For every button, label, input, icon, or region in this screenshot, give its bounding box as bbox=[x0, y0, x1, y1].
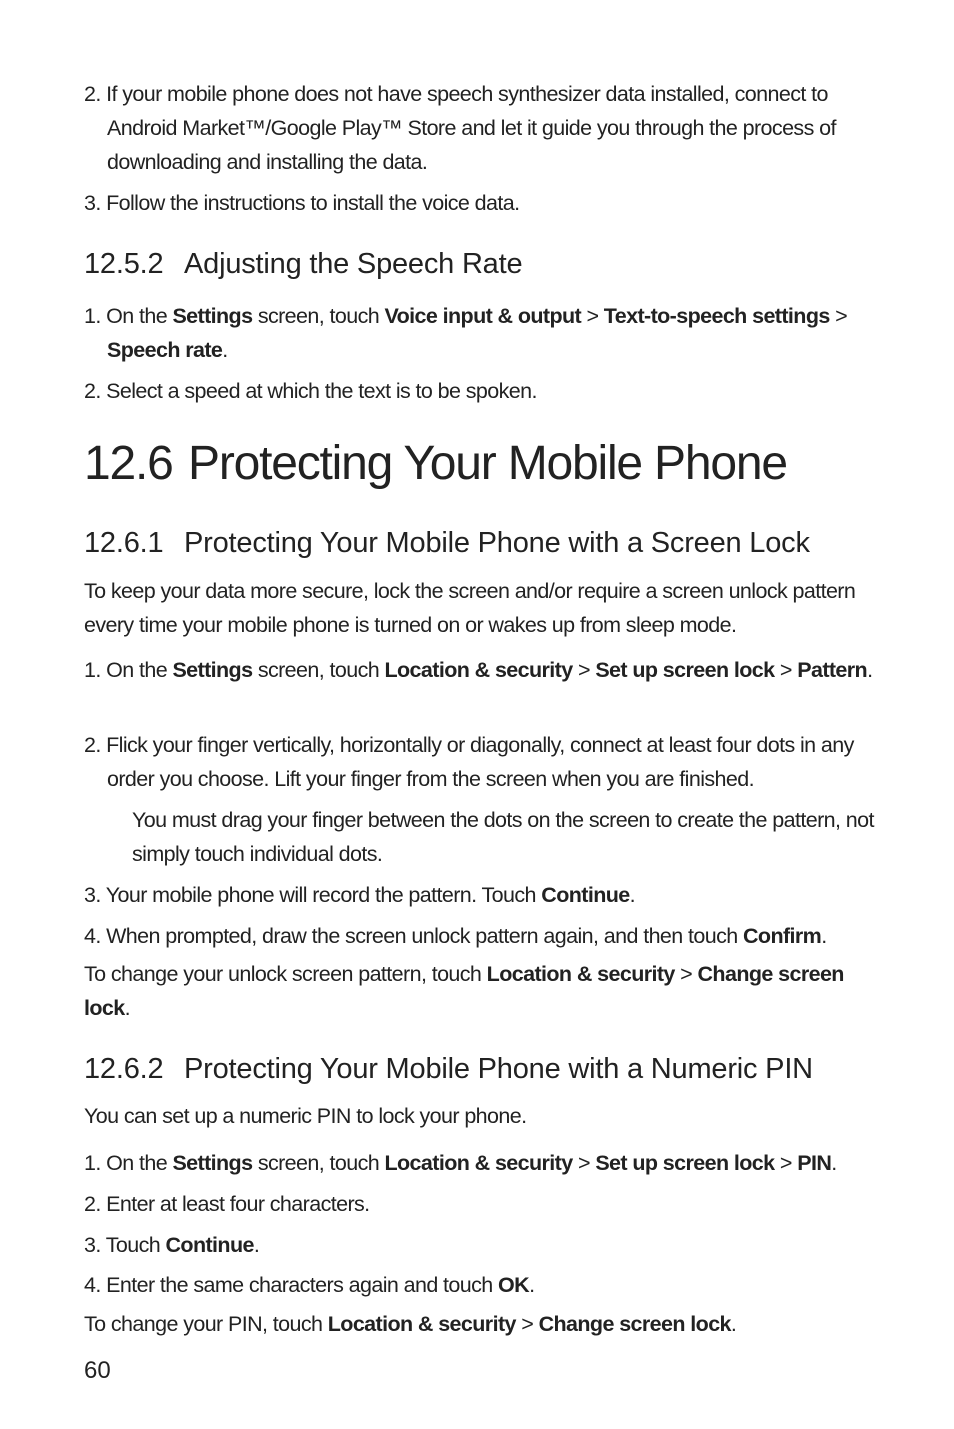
page-number: 60 bbox=[84, 1357, 111, 1384]
section-heading-12-5-2: 12.5.2 Adjusting the Speech Rate bbox=[84, 248, 523, 280]
section-heading-12-6-2: 12.6.2 Protecting Your Mobile Phone with a Numeric PIN bbox=[84, 1053, 813, 1085]
list-item: 1. On the Settings screen, touch Voice input & output > Text-to-speech settings > Speech rate. bbox=[84, 304, 848, 362]
list-item: 3. Follow the instructions to install the voice data. bbox=[84, 191, 520, 215]
list-item: 4. Enter the same characters again and touch OK. bbox=[84, 1273, 535, 1297]
chapter-heading-12-6: 12.6 Protecting Your Mobile Phone bbox=[84, 437, 787, 490]
list-item: 1. On the Settings screen, touch Location & security > Set up screen lock > PIN. bbox=[84, 1151, 837, 1175]
paragraph: To change your PIN, touch Location & security > Change screen lock. bbox=[84, 1312, 737, 1336]
list-item: 2. Enter at least four characters. bbox=[84, 1192, 370, 1216]
list-item: 4. When prompted, draw the screen unlock pattern again, and then touch Confirm. bbox=[84, 924, 827, 948]
list-item: 2. Select a speed at which the text is to be spoken. bbox=[84, 379, 537, 403]
section-heading-12-6-1: 12.6.1 Protecting Your Mobile Phone with a Screen Lock bbox=[84, 527, 810, 559]
list-item: 3. Touch Continue. bbox=[84, 1233, 260, 1257]
list-item: 3. Your mobile phone will record the pattern. Touch Continue. bbox=[84, 883, 635, 907]
list-item: 2. Flick your finger vertically, horizontally or diagonally, connect at least four dots in any order you choose. Lift your finger from the screen when you are finished. bbox=[84, 733, 854, 791]
paragraph: To change your unlock screen pattern, touch Location & security > Change screen lock. bbox=[84, 962, 844, 1020]
paragraph: You can set up a numeric PIN to lock your phone. bbox=[84, 1104, 527, 1128]
paragraph: To keep your data more secure, lock the screen and/or require a screen unlock pattern every time your mobile phone is turned on or wakes up from sleep mode. bbox=[84, 579, 856, 637]
list-item: 1. On the Settings screen, touch Location & security > Set up screen lock > Pattern. bbox=[84, 658, 873, 682]
list-item: 2. If your mobile phone does not have speech synthesizer data installed, connect to Android Market™/Google Play™ Store and let it guide you through the process of downloading and installing the data. bbox=[84, 82, 836, 174]
note-paragraph: You must drag your finger between the dots on the screen to create the pattern, not simply touch individual dots. bbox=[132, 808, 874, 866]
